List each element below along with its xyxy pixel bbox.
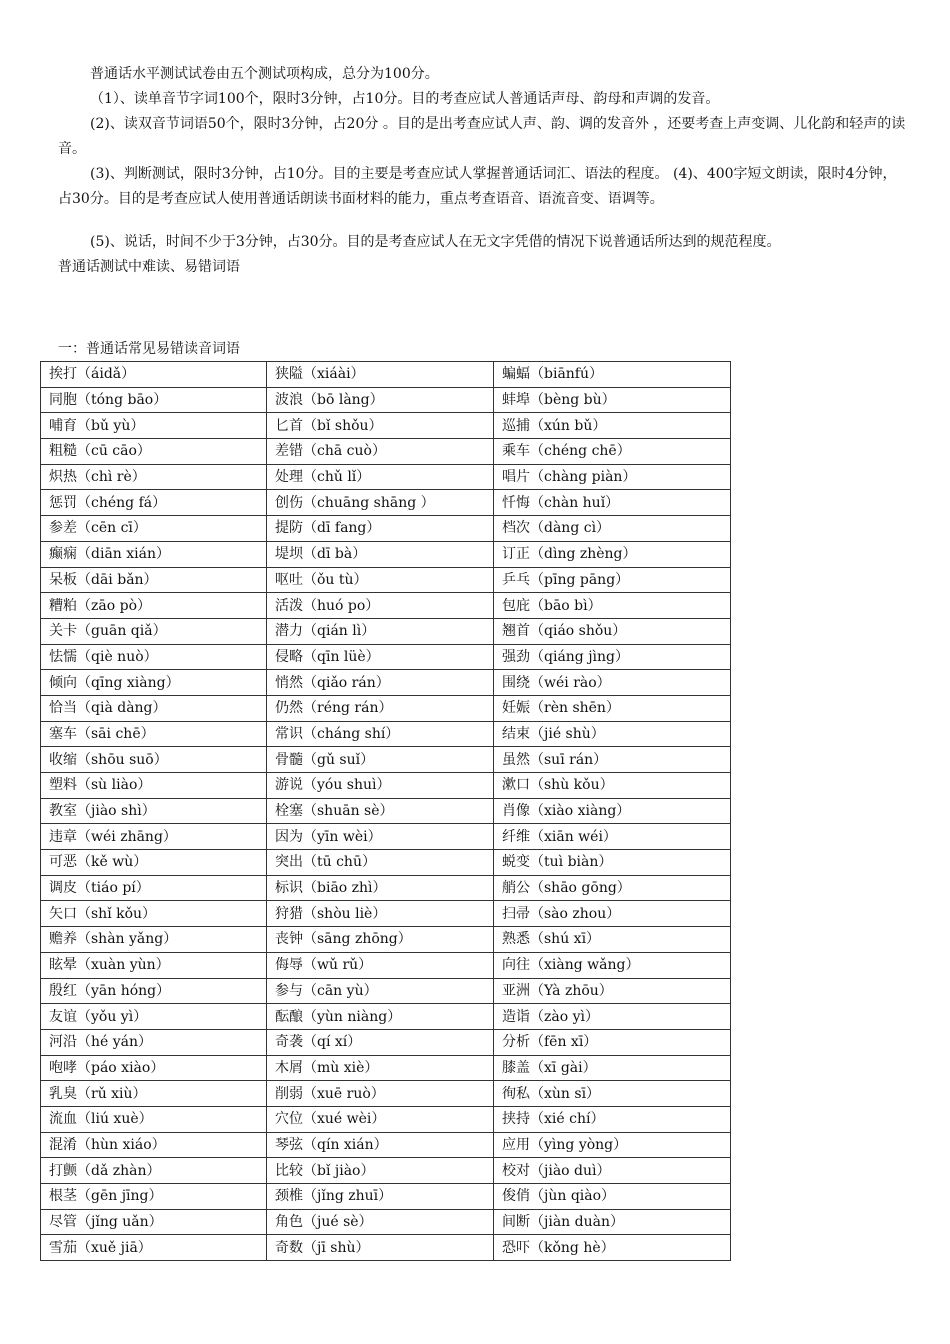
table-cell: 纤维（xiān wéi）	[494, 824, 731, 850]
table-cell: 倾向（qīng xiàng）	[41, 670, 267, 696]
table-cell: 向往（xiàng wǎng）	[494, 952, 731, 978]
table-row	[41, 567, 731, 593]
word-table-body	[41, 362, 731, 1261]
table-cell: 膝盖（xī gài）	[494, 1055, 731, 1081]
table-cell: 巡捕（xún bǔ）	[494, 413, 731, 439]
table-cell: 潜力（qián lì）	[267, 618, 494, 644]
table-cell: 糟粕（zāo pò）	[41, 593, 267, 619]
table-cell: 教室（jiào shì）	[41, 798, 267, 824]
table-cell: 标识（biāo zhì）	[267, 875, 494, 901]
table-cell: 分析（fēn xī）	[494, 1029, 731, 1055]
table-cell: 哺育（bǔ yù）	[41, 413, 267, 439]
section-title: 一：普通话常见易错读音词语	[58, 341, 240, 357]
table-row	[41, 490, 731, 516]
table-cell: 怯懦（qiè nuò）	[41, 644, 267, 670]
table-row	[41, 850, 731, 876]
table-cell: 呕吐（ǒu tù）	[267, 567, 494, 593]
table-row	[41, 1055, 731, 1081]
table-cell: 骨髓（gǔ suǐ）	[267, 747, 494, 773]
table-cell: 癫痫（diān xián）	[41, 541, 267, 567]
table-cell: 穴位（xué wèi）	[267, 1106, 494, 1132]
table-cell: 档次（dàng cì）	[494, 516, 731, 542]
table-cell: 挨打（áidǎ）	[41, 362, 267, 388]
table-cell: 惩罚（chéng fá）	[41, 490, 267, 516]
table-cell: 奇袭（qí xí）	[267, 1029, 494, 1055]
table-cell: 妊娠（rèn shēn）	[494, 695, 731, 721]
table-cell: 侵略（qīn lüè）	[267, 644, 494, 670]
table-row	[41, 516, 731, 542]
table-cell: 同胞（tóng bāo）	[41, 387, 267, 413]
table-row	[41, 593, 731, 619]
table-row	[41, 1106, 731, 1132]
table-cell: 校对（jiào duì）	[494, 1158, 731, 1184]
intro-paragraph-6: 普通话测试中难读、易错词语	[58, 259, 240, 275]
table-row	[41, 387, 731, 413]
table-row	[41, 1004, 731, 1030]
table-cell: 包庇（bāo bì）	[494, 593, 731, 619]
table-cell: 扫帚（sào zhou）	[494, 901, 731, 927]
table-cell: 颈椎（jǐng zhuī）	[267, 1184, 494, 1210]
table-row	[41, 927, 731, 953]
table-cell: 徇私（xùn sī）	[494, 1081, 731, 1107]
table-cell: 狭隘（xiáài）	[267, 362, 494, 388]
table-row	[41, 978, 731, 1004]
table-cell: 恐吓（kǒng hè）	[494, 1235, 731, 1261]
table-cell: 翘首（qiáo shǒu）	[494, 618, 731, 644]
table-cell: 忏悔（chàn huǐ）	[494, 490, 731, 516]
table-cell: 奇数（jī shù）	[267, 1235, 494, 1261]
table-cell: 炽热（chì rè）	[41, 464, 267, 490]
table-cell: 恰当（qià dàng）	[41, 695, 267, 721]
intro-paragraph-2: （1）、读单音节字词100个，限时3分钟，占10分。目的考查应试人普通话声母、韵母和声调的发音。	[90, 91, 720, 107]
word-table	[40, 361, 731, 1261]
table-cell: 乒乓（pīng pāng）	[494, 567, 731, 593]
table-row	[41, 1209, 731, 1235]
table-cell: 赡养（shàn yǎng）	[41, 927, 267, 953]
table-cell: 打颤（dǎ zhàn）	[41, 1158, 267, 1184]
table-row	[41, 875, 731, 901]
table-row	[41, 952, 731, 978]
table-row	[41, 413, 731, 439]
table-cell: 悄然（qiǎo rán）	[267, 670, 494, 696]
table-cell: 结束（jié shù）	[494, 721, 731, 747]
table-cell: 流血（liú xuè）	[41, 1106, 267, 1132]
table-cell: 游说（yóu shuì）	[267, 773, 494, 799]
table-cell: 波浪（bō làng）	[267, 387, 494, 413]
table-cell: 栓塞（shuān sè）	[267, 798, 494, 824]
table-cell: 肖像（xiào xiàng）	[494, 798, 731, 824]
table-cell: 艄公（shāo gōng）	[494, 875, 731, 901]
table-cell: 围绕（wéi rào）	[494, 670, 731, 696]
table-cell: 乳臭（rǔ xiù）	[41, 1081, 267, 1107]
table-cell: 蝙蝠（biānfú）	[494, 362, 731, 388]
table-cell: 熟悉（shú xī）	[494, 927, 731, 953]
table-row	[41, 773, 731, 799]
table-cell: 调皮（tiáo pí）	[41, 875, 267, 901]
table-row	[41, 644, 731, 670]
intro-paragraph-5: (5)、说话，时间不少于3分钟，占30分。目的是考查应试人在无文字凭借的情况下说普通话所达到的规范程度。	[90, 234, 781, 250]
table-row	[41, 1132, 731, 1158]
table-cell: 唱片（chàng piàn）	[494, 464, 731, 490]
intro-section	[58, 62, 910, 280]
table-cell: 间断（jiàn duàn）	[494, 1209, 731, 1235]
table-cell: 咆哮（páo xiào）	[41, 1055, 267, 1081]
table-cell: 混淆（hùn xiáo）	[41, 1132, 267, 1158]
table-cell: 收缩（shōu suō）	[41, 747, 267, 773]
table-cell: 友谊（yǒu yì）	[41, 1004, 267, 1030]
table-cell: 根茎（gēn jīng）	[41, 1184, 267, 1210]
table-cell: 塑料（sù liào）	[41, 773, 267, 799]
table-row	[41, 747, 731, 773]
table-row	[41, 721, 731, 747]
table-row	[41, 541, 731, 567]
table-cell: 亚洲（Yà zhōu）	[494, 978, 731, 1004]
table-cell: 丧钟（sāng zhōng）	[267, 927, 494, 953]
table-cell: 匕首（bǐ shǒu）	[267, 413, 494, 439]
table-cell: 因为（yīn wèi）	[267, 824, 494, 850]
table-cell: 比较（bǐ jiào）	[267, 1158, 494, 1184]
table-cell: 造诣（zào yì）	[494, 1004, 731, 1030]
table-cell: 仍然（réng rán）	[267, 695, 494, 721]
table-cell: 角色（jué sè）	[267, 1209, 494, 1235]
table-row	[41, 362, 731, 388]
table-cell: 关卡（guān qiǎ）	[41, 618, 267, 644]
table-cell: 粗糙（cū cāo）	[41, 439, 267, 465]
table-cell: 狩猎（shòu liè）	[267, 901, 494, 927]
table-cell: 蜕变（tuì biàn）	[494, 850, 731, 876]
table-cell: 木屑（mù xiè）	[267, 1055, 494, 1081]
table-row	[41, 1029, 731, 1055]
table-cell: 创伤（chuāng shāng ）	[267, 490, 494, 516]
table-cell: 塞车（sāi chē）	[41, 721, 267, 747]
table-cell: 堤坝（dī bà）	[267, 541, 494, 567]
table-cell: 突出（tū chū）	[267, 850, 494, 876]
table-row	[41, 618, 731, 644]
table-row	[41, 901, 731, 927]
table-cell: 尽管（jǐng uǎn）	[41, 1209, 267, 1235]
table-cell: 削弱（xuē ruò）	[267, 1081, 494, 1107]
table-row	[41, 1081, 731, 1107]
table-cell: 处理（chǔ lǐ）	[267, 464, 494, 490]
table-row	[41, 464, 731, 490]
table-row	[41, 1158, 731, 1184]
table-cell: 雪茄（xuě jiā）	[41, 1235, 267, 1261]
table-row	[41, 695, 731, 721]
intro-paragraph-1: 普通话水平测试试卷由五个测试项构成，总分为100分。	[90, 66, 439, 82]
table-cell: 蚌埠（bèng bù）	[494, 387, 731, 413]
table-row	[41, 439, 731, 465]
table-cell: 虽然（suī rán）	[494, 747, 731, 773]
table-cell: 参与（cān yù）	[267, 978, 494, 1004]
table-cell: 呆板（dāi bǎn）	[41, 567, 267, 593]
table-cell: 眩晕（xuàn yùn）	[41, 952, 267, 978]
table-cell: 差错（chā cuò）	[267, 439, 494, 465]
table-cell: 漱口（shù kǒu）	[494, 773, 731, 799]
intro-paragraph-4: (3)、判断测试，限时3分钟，占10分。目的主要是考查应试人掌握普通话词汇、语法的程度。 (4)、400字短文朗读，限时4分钟，占30分。目的是考查应试人使用普通话朗读书面材料的能力，重点考查语音、语流音变、语调等。	[58, 166, 897, 207]
table-cell: 侮辱（wǔ rǔ）	[267, 952, 494, 978]
table-cell: 强劲（qiáng jìng）	[494, 644, 731, 670]
table-cell: 违章（wéi zhāng）	[41, 824, 267, 850]
table-row	[41, 670, 731, 696]
intro-paragraph-3: (2)、读双音节词语50个，限时3分钟，占20分 。目的是出考查应试人声、韵、调的发音外 ，还要考查上声变调、儿化韵和轻声的读音。	[58, 116, 906, 157]
table-cell: 提防（dī fang）	[267, 516, 494, 542]
table-cell: 活泼（huó po）	[267, 593, 494, 619]
table-row	[41, 1184, 731, 1210]
table-cell: 琴弦（qín xián）	[267, 1132, 494, 1158]
table-row	[41, 1235, 731, 1261]
table-cell: 矢口（shǐ kǒu）	[41, 901, 267, 927]
table-cell: 挟持（xié chí）	[494, 1106, 731, 1132]
table-cell: 常识（cháng shí）	[267, 721, 494, 747]
table-cell: 殷红（yān hóng）	[41, 978, 267, 1004]
table-cell: 酝酿（yùn niàng）	[267, 1004, 494, 1030]
table-row	[41, 824, 731, 850]
table-cell: 参差（cēn cī）	[41, 516, 267, 542]
table-cell: 订正（dìng zhèng）	[494, 541, 731, 567]
table-cell: 河沿（hé yán）	[41, 1029, 267, 1055]
table-row	[41, 798, 731, 824]
table-cell: 俊俏（jùn qiào）	[494, 1184, 731, 1210]
table-cell: 乘车（chéng chē）	[494, 439, 731, 465]
table-cell: 可恶（kě wù）	[41, 850, 267, 876]
table-cell: 应用（yìng yòng）	[494, 1132, 731, 1158]
